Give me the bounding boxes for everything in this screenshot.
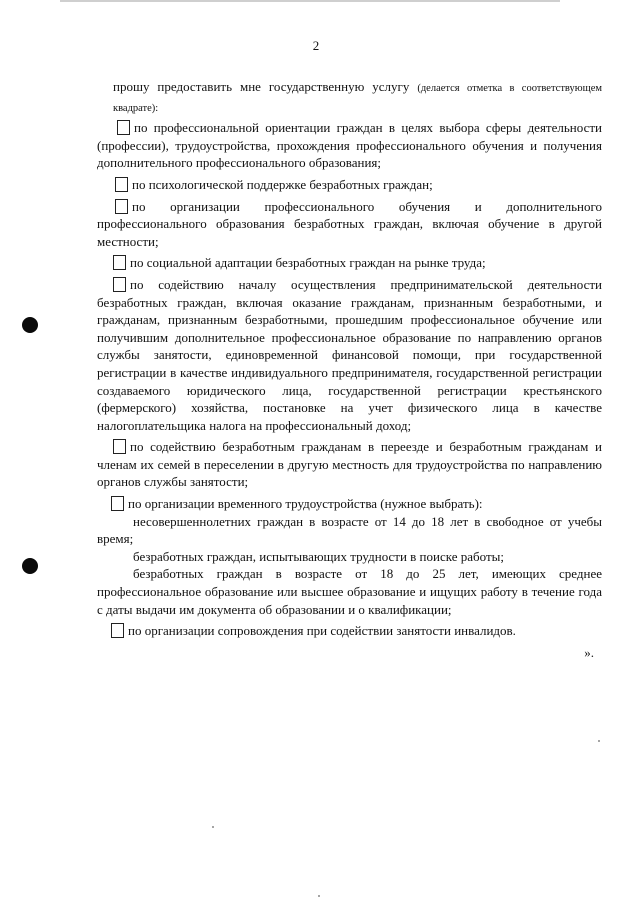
scan-edge-line xyxy=(60,0,560,2)
option-text: по содействию безработным гражданам в переезде и безработным гражданам и членам их семей в переселении в другую местность для трудоустройства по направлению органов службы занятости; xyxy=(97,439,602,490)
temp-option-minors[interactable]: несовершеннолетних граждан в возрасте от 14 до 18 лет в свободное от учебы время; xyxy=(97,513,602,547)
checkbox[interactable] xyxy=(111,496,124,511)
service-option-psychological-support[interactable] xyxy=(97,176,602,194)
temp-option-job-search-difficulty[interactable]: безработных граждан, испытывающих трудности в поиске работы; xyxy=(133,548,504,564)
closing-quote: ». xyxy=(584,644,594,660)
service-option-entrepreneurship[interactable] xyxy=(97,276,602,434)
checkbox[interactable] xyxy=(115,199,128,214)
temp-option-young-graduates[interactable]: безработных граждан в возрасте от 18 до 25 лет, имеющих среднее профессиональное образование или высшее образование и ищущих работу в течение года с даты выдачи им документа об образовании и о квалификации; xyxy=(97,566,602,617)
service-option-temporary-employment[interactable] xyxy=(97,495,602,513)
intro-text: прошу предоставить мне государственную услугу xyxy=(113,79,410,94)
option-text: по организации сопровождения при содействии занятости инвалидов. xyxy=(128,623,516,639)
service-option-vocational-training[interactable] xyxy=(97,198,602,251)
checkbox[interactable] xyxy=(115,177,128,192)
checkbox[interactable] xyxy=(113,277,126,292)
scan-speck xyxy=(318,895,320,897)
scan-speck xyxy=(212,826,214,828)
service-option-disabled-support[interactable] xyxy=(97,622,602,640)
checkbox[interactable] xyxy=(113,439,126,454)
page-number: 2 xyxy=(312,38,320,53)
option-text: по социальной адаптации безработных граждан на рынке труда; xyxy=(130,255,486,271)
option-text: по организации временного трудоустройства (нужное выбрать): xyxy=(128,496,483,512)
service-option-career-guidance[interactable] xyxy=(97,119,602,172)
checkbox[interactable] xyxy=(113,255,126,270)
option-text: по содействию началу осуществления предпринимательской деятельности безработных граждан, включая оказание гражданам, признанным безработными, и гражданам, признанным безработными, прошедшим профессиональное обучение или получившим дополнительное профессиональное образование по направлению органов службы занятости, единовременной финансовой помощи, при государственной регистрации в качестве индивидуального предпринимателя, государственной регистрации создаваемого юридического лица, государственной регистрации крестьянского (фермерского) хозяйства, постановке на учет физического лица в качестве налогоплательщика налога на профессиональный доход; xyxy=(97,276,602,433)
option-text: по организации профессионального обучения и дополнительного профессионального образования безработных граждан, включая обучение в другой местности; xyxy=(97,198,602,249)
checkbox[interactable] xyxy=(111,623,124,638)
checkbox[interactable] xyxy=(117,120,130,135)
request-intro xyxy=(113,78,602,117)
service-option-relocation[interactable] xyxy=(97,438,602,491)
document-body xyxy=(97,78,602,661)
scan-speck xyxy=(598,740,600,742)
punch-hole xyxy=(22,317,38,333)
option-text: по психологической поддержке безработных граждан; xyxy=(132,176,433,192)
punch-hole xyxy=(22,558,38,574)
intro-note: (делается отметка в соответствующем квадрате): xyxy=(113,83,603,114)
service-option-social-adaptation[interactable] xyxy=(97,254,602,272)
option-text: по профессиональной ориентации граждан в целях выбора сферы деятельности (профессии), трудоустройства, прохождения профессионального обучения и получения дополнительного профессионального образования; xyxy=(97,120,602,171)
